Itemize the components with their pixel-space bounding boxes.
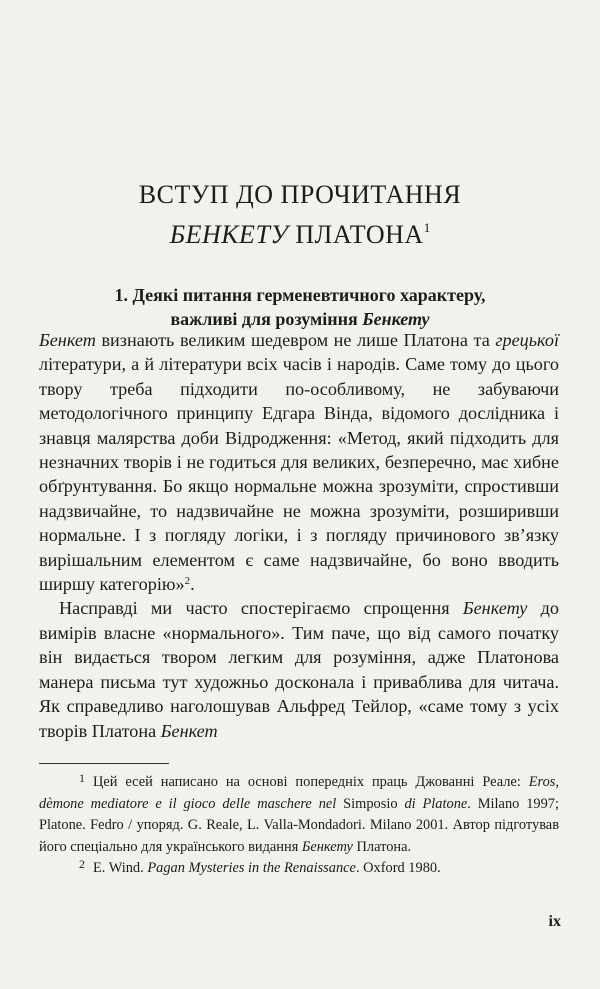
p2-text-b: до вимірів власне «нормального». Тим паче, що від самого початку він видається твором легким для розуміння, адже Платонова манера письма тут художньо досконала і приваблива для читача. Як справедливо наголошував Альфред Тейлор, «саме тому з усіх творів Платона — [39, 598, 559, 741]
footnote-2 — [39, 858, 559, 880]
footnote-1-number: 1 — [79, 771, 85, 785]
p1-italic-greek: грецької — [495, 330, 559, 350]
p1-text-b: літератури, а й літератури всіх часів і народів. Саме тому до цього твору треба підходити по-особливому, не забуваючи методологічного принципу Едгара Вінда, відомого дослідника і знавця малярства доби Відродження: «Метод, який підходить для незначних творів і не годиться для великих, безперечно, має хибне обґрунтування. Бо якщо нормальне можна зрозуміти, спростивши надзвичайне, то надзвичайне не можна зрозуміти, розширивши нормальне. І з погляду логіки, і з погляду причинового зв’язку вирішальним елементом є саме надзвичайне, бо воно вводить ширшу категорію» — [39, 354, 559, 595]
title-line-1: ВСТУП ДО ПРОЧИТАННЯ — [138, 180, 462, 209]
paragraph-1 — [39, 328, 559, 596]
title-footnote-ref[interactable]: 1 — [423, 220, 431, 235]
footnote-1-italic-a: Eros, dèmone mediatore e il gioco delle maschere nel — [39, 774, 559, 812]
paragraph-2 — [39, 596, 559, 742]
footnote-1 — [39, 772, 559, 858]
footnote-1-text-b: Simposio — [336, 795, 405, 812]
section-heading — [40, 283, 560, 331]
footnote-1-italic-c: Бенкету — [301, 838, 353, 855]
p1-footnote-ref[interactable]: 2 — [184, 575, 191, 588]
section-heading-plain: важливі для розуміння — [170, 309, 363, 329]
footnote-1-text-c: . Milano 1997; Platone. Fedro / упоряд. G. Reale, L. Valla-Mondadori. Milano 2001. Автор підготував його спеціально для українського видання — [39, 795, 559, 855]
body-text — [39, 328, 559, 743]
footnote-2-number: 2 — [79, 857, 85, 871]
footnote-divider — [39, 763, 169, 764]
p1-text-end: . — [190, 574, 195, 595]
section-heading-line-1: 1. Деякі питання герменевтичного характеру, — [114, 285, 486, 305]
footnote-1-text-a: Цей есей написано на основі попередніх праць Джованні Реале: — [93, 774, 529, 790]
footnote-1-italic-b: di Platone — [404, 795, 468, 812]
p2-text-a: Насправді ми часто спостерігаємо спрощення — [59, 598, 463, 619]
p2-italic-benket: Бенкет — [160, 720, 218, 741]
title-line-2 — [0, 211, 600, 251]
page-number: ix — [548, 913, 561, 930]
p1-italic-benket: Бенкет — [39, 330, 96, 350]
footnote-1-text-d: Платона. — [352, 838, 412, 855]
footnote-2-text-a: E. Wind. — [93, 860, 148, 876]
footnotes — [39, 772, 559, 880]
title-rest: ПЛАТОНА — [288, 220, 424, 249]
title-italic-word: БЕНКЕТУ — [169, 220, 289, 249]
p1-text-a: визнають великим шедевром не лише Платона та — [95, 330, 496, 350]
section-heading-italic: Бенкету — [362, 309, 430, 329]
footnote-2-text-b: . Oxford 1980. — [355, 860, 441, 876]
footnote-2-italic: Pagan Mysteries in the Renaissance — [147, 860, 356, 876]
page-title — [0, 178, 600, 251]
p2-italic-benketu: Бенкету — [462, 598, 528, 619]
